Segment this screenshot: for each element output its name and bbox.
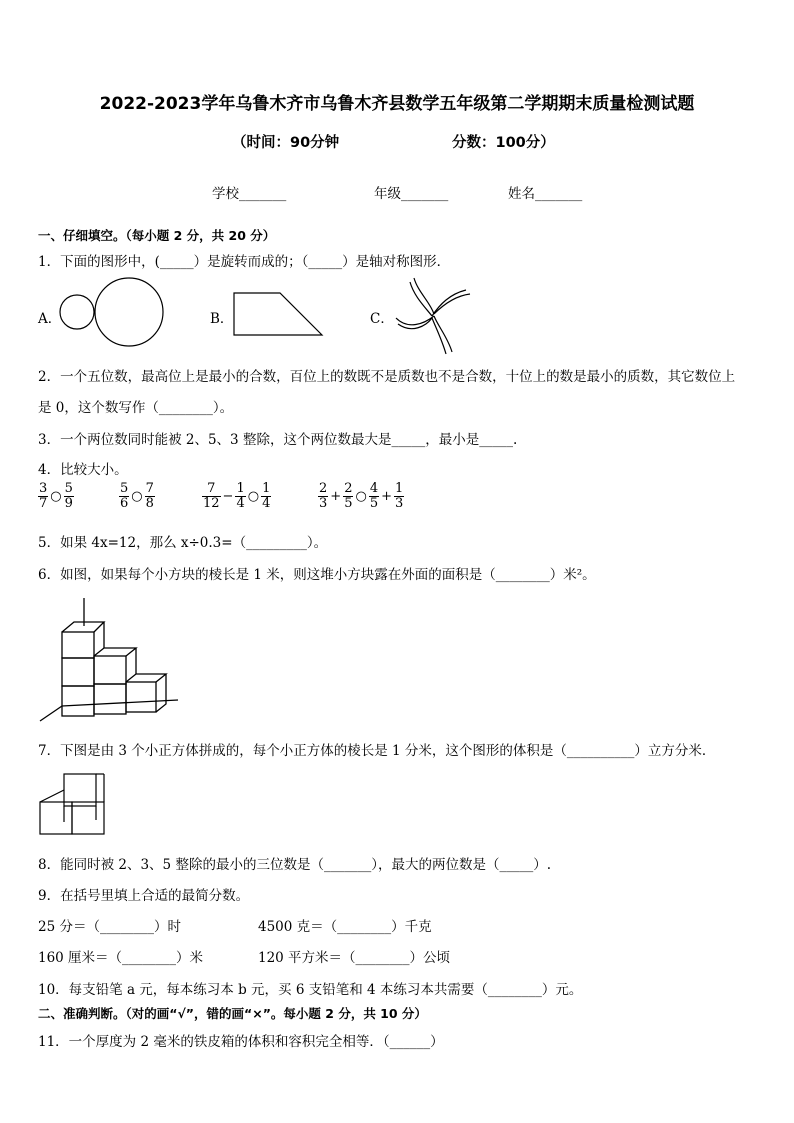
plus-sign: + xyxy=(381,489,392,504)
question-7: 7．下图是由 3 个小正方体拼成的，每个小正方体的棱长是 1 分米，这个图形的体积是（__________）立方分米． xyxy=(38,743,716,759)
fraction: $\frac{5}{6}$ xyxy=(120,481,129,511)
option-a-label: A． xyxy=(38,311,62,327)
fraction: $\frac{2}{5}$ xyxy=(344,481,353,511)
question-9: 9．在括号里填上合适的最简分数。 xyxy=(38,888,250,904)
three-cubes-figure xyxy=(38,770,118,840)
question-6: 6．如图，如果每个小方块的棱长是 1 米，则这堆小方块露在外面的面积是（________）米²。 xyxy=(38,567,596,583)
question-10: 10．每支铅笔 a 元，每本练习本 b 元，买 6 支铅笔和 4 本练习本共需要（________）元。 xyxy=(38,982,583,998)
fraction: $\frac{7}{12}$ xyxy=(203,481,220,511)
question-3: 3．一个两位数同时能被 2、5、3 整除，这个两位数最大是_____，最小是_____. xyxy=(38,432,518,448)
trapezoid-figure xyxy=(232,291,327,341)
compare-group-4 xyxy=(318,482,404,511)
question-2-line-1: 2．一个五位数，最高位上是最小的合数，百位上的数既不是质数也不是合数，十位上的数是最小的质数，其它数位上 xyxy=(38,369,736,385)
compare-group-3 xyxy=(202,482,271,511)
q9-item-1: 25 分＝（________）时 xyxy=(38,919,181,935)
fraction: $\frac{5}{9}$ xyxy=(64,481,73,511)
name-field: 姓名_______ xyxy=(508,186,583,202)
compare-group-1 xyxy=(38,482,74,511)
question-11: 11．一个厚度为 2 毫米的铁皮箱的体积和容积完全相等．（______） xyxy=(38,1034,444,1050)
exam-score: 分数：100分） xyxy=(452,135,555,151)
minus-sign: − xyxy=(222,489,234,504)
exam-time: （时间：90分钟 xyxy=(232,135,340,151)
page-title: 2022-2023学年乌鲁木齐市乌鲁木齐县数学五年级第二学期期末质量检测试题 xyxy=(99,94,695,114)
q9-item-2: 4500 克＝（________）千克 xyxy=(258,919,432,935)
two-circles-figure xyxy=(58,286,168,346)
compare-circle: ○ xyxy=(247,489,260,504)
compare-circle: ○ xyxy=(131,489,143,504)
pinwheel-figure xyxy=(392,276,474,358)
option-c-label: C． xyxy=(370,311,394,327)
question-2-line-2: 是 0，这个数写作（________）。 xyxy=(38,400,234,416)
compare-circle: ○ xyxy=(50,489,62,504)
question-5: 5．如果 4x=12，那么 x÷0.3=（_________）。 xyxy=(38,535,328,551)
section-heading-fill-blanks: 一、仔细填空。（每小题 2 分，共 20 分） xyxy=(38,228,276,243)
fraction: $\frac{4}{5}$ xyxy=(369,481,379,511)
section-heading-true-false: 二、准确判断。（对的画“√”，错的画“×”。每小题 2 分，共 10 分） xyxy=(38,1006,427,1021)
fraction: $\frac{1}{4}$ xyxy=(262,481,271,511)
option-b-label: B． xyxy=(210,311,234,327)
question-4: 4．比较大小。 xyxy=(38,462,128,478)
q9-item-4: 120 平方米＝（________）公顷 xyxy=(258,950,451,966)
school-field: 学校_______ xyxy=(212,186,287,202)
compare-circle: ○ xyxy=(355,489,367,504)
cube-stack-figure xyxy=(38,596,188,726)
fraction: $\frac{1}{4}$ xyxy=(236,481,245,511)
fraction: $\frac{1}{3}$ xyxy=(395,481,404,511)
fraction: $\frac{7}{8}$ xyxy=(145,481,154,511)
question-1: 1．下面的图形中，(_____）是旋转而成的；（_____）是轴对称图形． xyxy=(38,254,451,270)
fraction: $\frac{2}{3}$ xyxy=(319,481,328,511)
question-8: 8．能同时被 2、3、5 整除的最小的三位数是（_______），最大的两位数是（_____）. xyxy=(38,857,551,873)
plus-sign: + xyxy=(330,489,342,504)
q9-item-3: 160 厘米＝（________）米 xyxy=(38,950,204,966)
grade-field: 年级_______ xyxy=(374,186,449,202)
compare-group-2 xyxy=(119,482,155,511)
fraction: $\frac{3}{7}$ xyxy=(39,481,48,511)
